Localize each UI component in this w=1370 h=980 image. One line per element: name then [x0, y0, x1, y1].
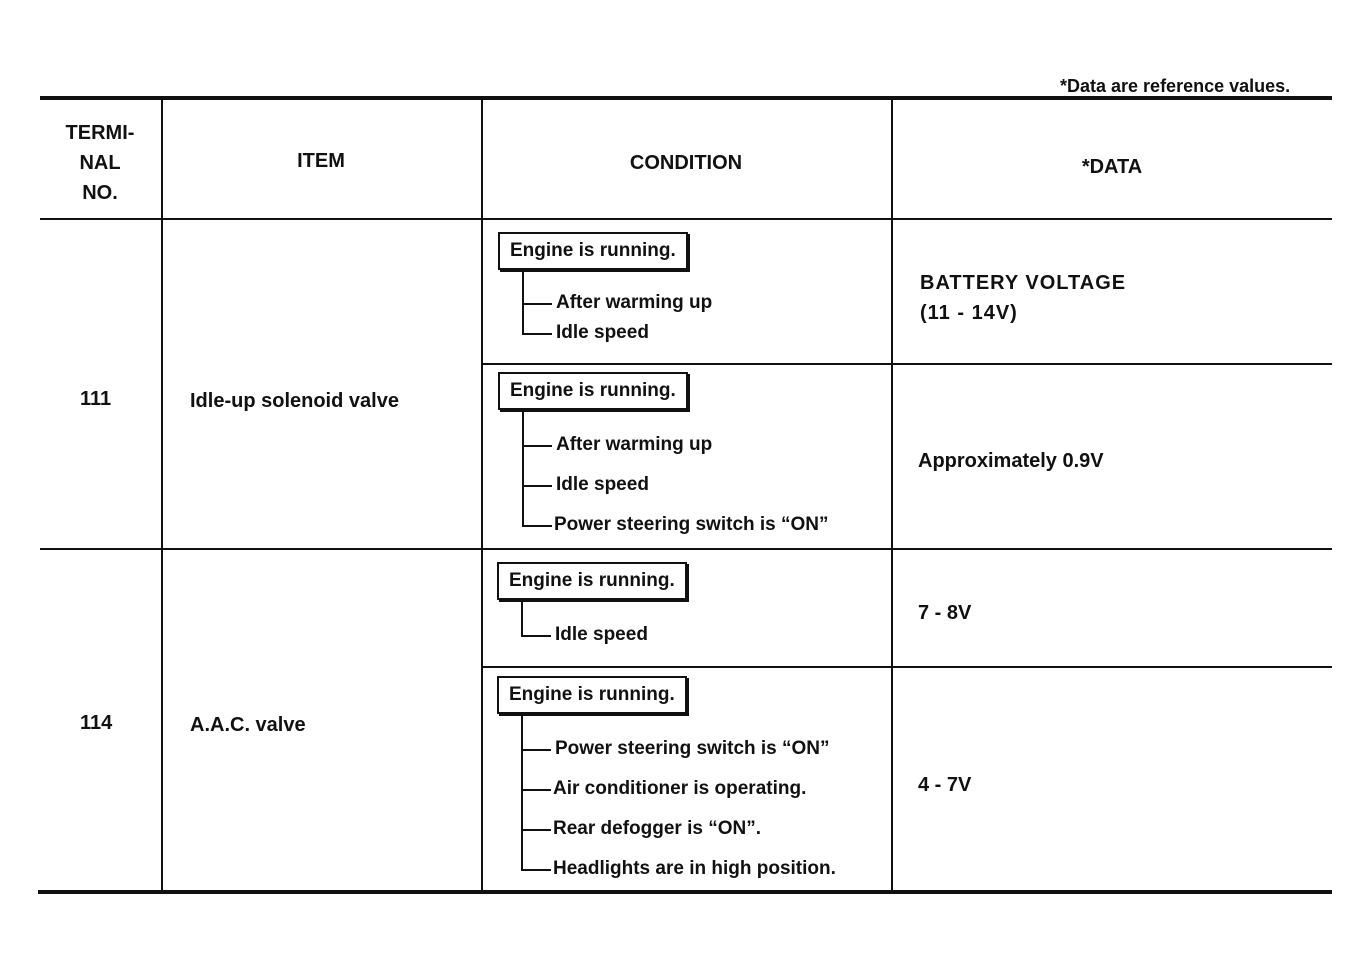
condition-box-engine-running: Engine is running. — [497, 676, 687, 714]
data-value: 4 - 7V — [918, 774, 972, 796]
terminal-114: 114 — [80, 712, 113, 734]
condition-tree-branch — [522, 485, 552, 487]
terminal-111: 111 — [80, 388, 112, 410]
data-value: 7 - 8V — [918, 602, 972, 624]
condition-tree-branch — [522, 303, 552, 305]
condition-tree-trunk — [521, 602, 523, 636]
condition-tree-branch — [522, 525, 552, 527]
header-terminal-line2: NAL — [79, 152, 121, 174]
condition-tree-branch — [522, 333, 552, 335]
header-data: *DATA — [1081, 156, 1143, 178]
condition-box-engine-running: Engine is running. — [498, 372, 688, 410]
condition-tree-trunk — [521, 716, 523, 870]
condition-tree-branch — [521, 829, 551, 831]
condition-tree-branch — [522, 445, 552, 447]
header-terminal-line1: TERMI- — [65, 122, 135, 144]
header-condition: CONDITION — [629, 152, 743, 174]
condition-tree-branch — [521, 635, 551, 637]
row-rule-111-114 — [40, 548, 1332, 550]
item-idle-up-solenoid-valve: Idle-up solenoid valve — [190, 390, 399, 412]
condition-tree-branch — [521, 869, 551, 871]
condition-sub-item: Power steering switch is “ON” — [555, 738, 830, 759]
condition-sub-item: Idle speed — [555, 624, 648, 645]
condition-box-engine-running: Engine is running. — [498, 232, 688, 270]
header-bottom-rule — [40, 218, 1332, 220]
condition-tree-branch — [521, 789, 551, 791]
data-value-line1: BATTERY VOLTAGE — [920, 272, 1127, 294]
condition-tree-branch — [521, 749, 551, 751]
row-sub-rule-2 — [482, 666, 1332, 668]
table-bottom-rule — [38, 890, 1332, 894]
table-top-rule — [40, 96, 1332, 100]
condition-sub-item: After warming up — [556, 292, 713, 313]
condition-sub-item: Power steering switch is “ON” — [554, 514, 829, 535]
header-terminal-line3: NO. — [82, 182, 118, 204]
reference-note: *Data are reference values. — [1060, 76, 1291, 96]
header-terminal-no — [40, 118, 160, 208]
condition-sub-item: Air conditioner is operating. — [553, 778, 807, 799]
data-value — [920, 268, 1126, 328]
data-value-line2: (11 - 14V) — [920, 302, 1018, 324]
condition-box-engine-running: Engine is running. — [497, 562, 687, 600]
col-rule-2 — [481, 98, 483, 892]
row-sub-rule-1 — [482, 363, 1332, 365]
data-value: Approximately 0.9V — [918, 450, 1104, 472]
col-rule-3 — [891, 98, 893, 892]
header-item: ITEM — [297, 150, 345, 172]
condition-sub-item: Idle speed — [556, 474, 649, 495]
item-aac-valve: A.A.C. valve — [190, 714, 306, 736]
condition-tree-trunk — [522, 412, 524, 526]
condition-sub-item: After warming up — [556, 434, 713, 455]
condition-sub-item: Idle speed — [556, 322, 649, 343]
col-rule-1 — [161, 98, 163, 892]
condition-sub-item: Rear defogger is “ON”. — [553, 818, 761, 839]
condition-sub-item: Headlights are in high position. — [553, 858, 836, 879]
